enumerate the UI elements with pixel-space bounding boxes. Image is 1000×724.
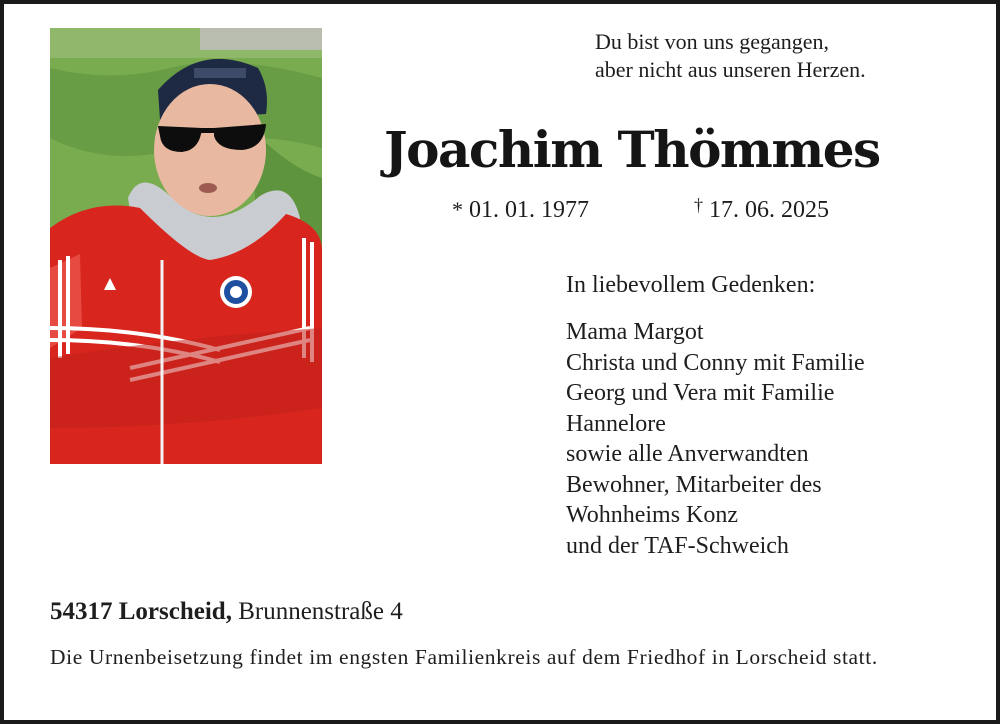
address bbox=[50, 596, 403, 628]
mourner-line: Mama Margot bbox=[566, 319, 704, 345]
death-date-line bbox=[694, 195, 829, 226]
mourner-line: Bewohner, Mitarbeiter des bbox=[566, 471, 822, 498]
mourners-list bbox=[566, 317, 865, 561]
portrait-photo bbox=[50, 28, 322, 464]
deceased-name: Joachim Thömmes bbox=[384, 120, 880, 179]
mourner-line: und der TAF-Schweich bbox=[566, 532, 789, 559]
mourner-line: Georg und Vera mit Familie bbox=[566, 380, 835, 406]
mourner-line: Hannelore bbox=[566, 410, 666, 437]
quote bbox=[595, 28, 975, 84]
portrait-illustration bbox=[50, 28, 322, 464]
birth-date-line bbox=[452, 195, 589, 225]
birth-date: 01. 01. 1977 bbox=[469, 197, 589, 223]
cross-icon: † bbox=[694, 195, 703, 215]
address-city: 54317 Lorscheid, bbox=[50, 598, 232, 625]
mourner-line: Wohnheims Konz bbox=[566, 502, 739, 528]
quote-line-1: Du bist von uns gegangen, bbox=[595, 29, 830, 54]
burial-notice: Die Urnenbeisetzung findet im engsten Familienkreis auf dem Friedhof in Lorscheid statt. bbox=[50, 645, 878, 669]
birth-symbol: * bbox=[452, 197, 463, 222]
mourner-line: sowie alle Anverwandten bbox=[566, 441, 809, 467]
quote-line-2: aber nicht aus unseren Herzen. bbox=[595, 57, 866, 82]
address-street: Brunnenstraße 4 bbox=[238, 598, 403, 625]
death-date: 17. 06. 2025 bbox=[709, 197, 829, 223]
memory-heading: In liebevollem Gedenken: bbox=[566, 272, 816, 298]
mourner-line: Christa und Conny mit Familie bbox=[566, 349, 865, 376]
